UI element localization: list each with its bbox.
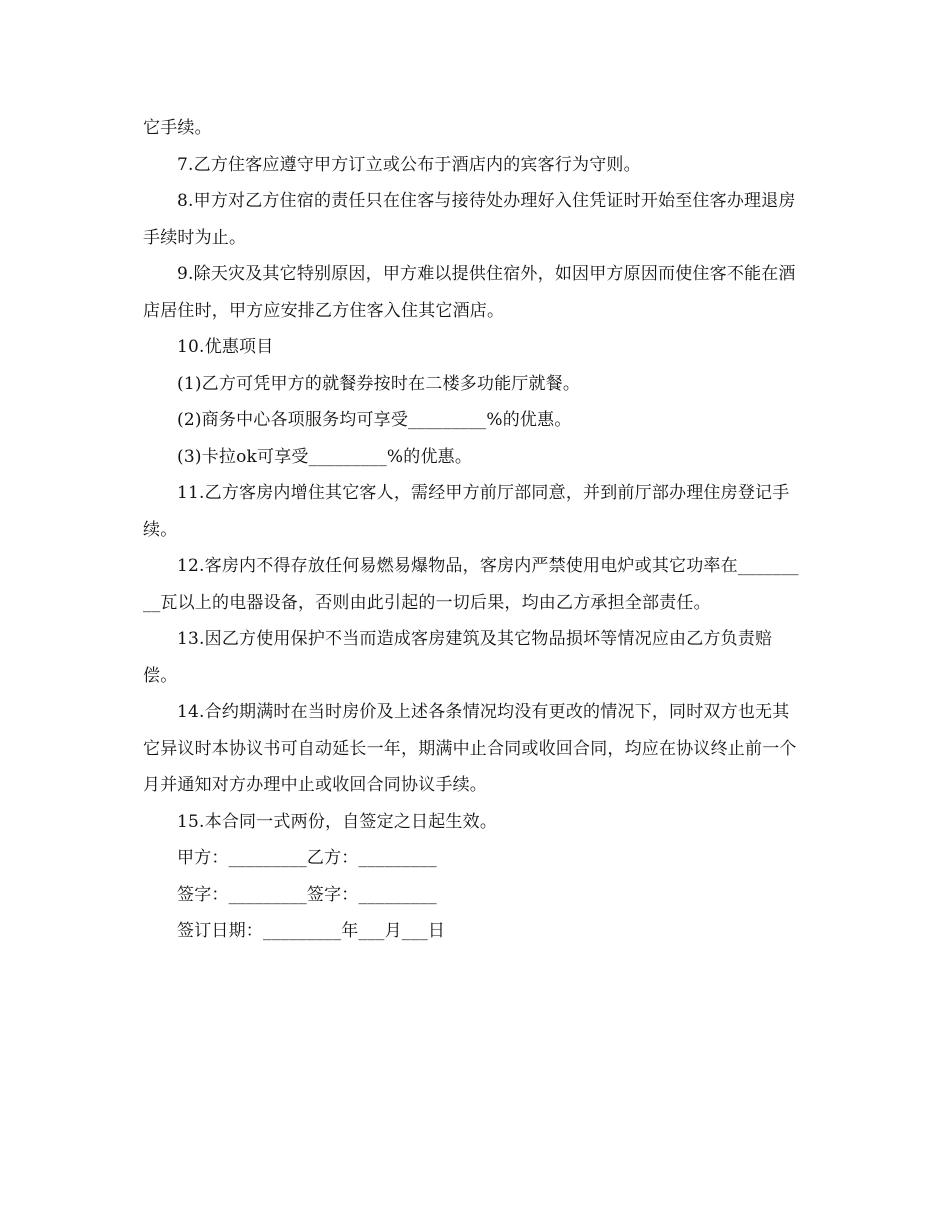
- paragraph-item-11: 11.乙方客房内增住其它客人，需经甲方前厅部同意，并到前厅部办理住房登记手续。: [143, 483, 790, 540]
- paragraph-continuation: 它手续。: [143, 118, 212, 138]
- party-line: 甲方：_________乙方：_________: [177, 848, 437, 868]
- signature-line: 签字：_________签字：_________: [177, 884, 437, 905]
- paragraph-item-9: 9.除天灾及其它特别原因，甲方难以提供住宿外，如因甲方原因而使住客不能在酒店居住时，甲方应安排乙方住客入住其它酒店。: [143, 264, 796, 321]
- paragraph-item-7: 7.乙方住客应遵守甲方订立或公布于酒店内的宾客行为守则。: [177, 154, 641, 175]
- paragraph-item-14: 14.合约期满时在当时房价及上述各条情况均没有更改的情况下，同时双方也无其它异议时本协议书可自动延长一年，期满中止合同或收回合同，均应在协议终止前一个月并通知对方办理中止或收回合同协议手续。: [143, 702, 797, 795]
- discount-item-1: (1)乙方可凭甲方的就餐券按时在二楼多功能厅就餐。: [177, 373, 581, 394]
- paragraph-item-8: 8.甲方对乙方住宿的责任只在住客与接待处办理好入住凭证时开始至住客办理退房手续时为止。: [143, 191, 796, 248]
- signing-date-line: 签订日期：_________年___月___日: [177, 921, 446, 941]
- document-content: [143, 110, 805, 950]
- paragraph-item-10: 10.优惠项目: [177, 337, 274, 357]
- discount-item-2: (2)商务中心各项服务均可享受_________%的优惠。: [177, 410, 572, 430]
- discount-item-3: (3)卡拉ok可享受_________%的优惠。: [177, 446, 473, 467]
- paragraph-item-13: 13.因乙方使用保护不当而造成客房建筑及其它物品损坏等情况应由乙方负责赔偿。: [143, 629, 773, 686]
- paragraph-item-12: 12.客房内不得存放任何易燃易爆物品，客房内严禁使用电炉或其它功率在_________瓦以上的电器设备，否则由此引起的一切后果，均由乙方承担全部责任。: [143, 556, 799, 613]
- paragraph-item-15: 15.本合同一式两份，自签定之日起生效。: [177, 811, 498, 832]
